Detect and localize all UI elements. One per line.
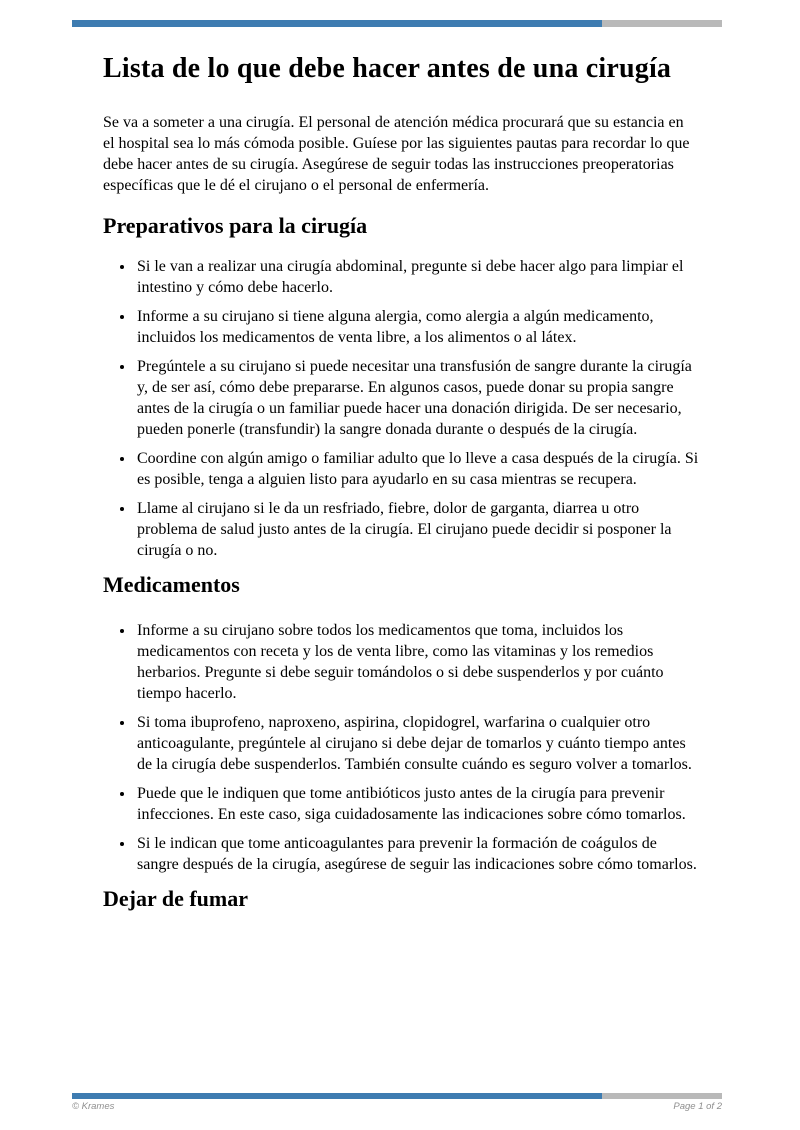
bottom-accent-bar-gray-segment [602, 1093, 722, 1099]
list-item: • Si le indican que tome anticoagulantes para prevenir la formación de coágulos de sangre después de la cirugía, asegúrese de seguir las indicaciones sobre cómo tomarlos. [135, 833, 699, 875]
section-heading-dejar-de-fumar: Dejar de fumar [103, 886, 248, 911]
section-heading-medicamentos: Medicamentos [103, 572, 240, 597]
list-item: • Informe a su cirujano si tiene alguna alergia, como alergia a algún medicamento, incluidos los medicamentos de venta libre, a los alimentos o al látex. [135, 306, 699, 348]
list-item: • Pregúntele a su cirujano si puede necesitar una transfusión de sangre durante la cirugía y, de ser así, cómo debe prepararse. En algunos casos, puede donar su propia sangre antes de la cirugía o un familiar puede hacer una donación dirigida. De ser necesario, pueden ponerle (transfundir) la sangre donada durante o después de la cirugía. [135, 356, 699, 440]
bottom-accent-bar-blue-segment [72, 1093, 602, 1099]
list-item: • Llame al cirujano si le da un resfriado, fiebre, dolor de garganta, diarrea u otro problema de salud justo antes de la cirugía. El cirujano puede decidir si posponer la cirugía o no. [135, 498, 699, 561]
top-accent-bar-gray-segment [602, 20, 722, 27]
list-item: • Puede que le indiquen que tome antibióticos justo antes de la cirugía para prevenir infecciones. En este caso, siga cuidadosamente las indicaciones sobre cómo tomarlos. [135, 783, 699, 825]
page-footer [72, 1101, 722, 1112]
bottom-accent-bar [72, 1093, 722, 1099]
top-accent-bar-blue-segment [72, 20, 602, 27]
preparativos-bullet-list [103, 256, 699, 561]
footer-page-number: Page 1 of 2 [673, 1101, 722, 1112]
top-accent-bar [72, 20, 722, 27]
list-item: • Si le van a realizar una cirugía abdominal, pregunte si debe hacer algo para limpiar el intestino y cómo debe hacerlo. [135, 256, 699, 298]
intro-paragraph: Se va a someter a una cirugía. El personal de atención médica procurará que su estancia en el hospital sea lo más cómoda posible. Guíese por las siguientes pautas para recordar lo que debe hacer antes de su cirugía. Asegúrese de seguir todas las instrucciones preoperatorias específicas que le dé el cirujano o el personal de enfermería. [103, 114, 690, 194]
footer-copyright: © Krames [72, 1101, 115, 1112]
document-body [103, 51, 699, 912]
medicamentos-bullet-list [103, 620, 699, 875]
section-heading-preparativos: Preparativos para la cirugía [103, 213, 368, 238]
list-item: • Coordine con algún amigo o familiar adulto que lo lleve a casa después de la cirugía. Si es posible, tenga a alguien listo para ayudarlo en su casa mientras se recupera. [135, 448, 699, 490]
page-title: Lista de lo que debe hacer antes de una cirugía [103, 53, 672, 84]
list-item: • Si toma ibuprofeno, naproxeno, aspirina, clopidogrel, warfarina o cualquier otro anticoagulante, pregúntele al cirujano si debe dejar de tomarlos y cuánto tiempo antes de la cirugía debe suspenderlos. También consulte cuándo es seguro volver a tomarlos. [135, 712, 699, 775]
list-item: • Informe a su cirujano sobre todos los medicamentos que toma, incluidos los medicamentos con receta y los de venta libre, como las vitaminas y los remedios herbarios. Pregunte si debe seguir tomándolos o si debe suspenderlos y por cuánto tiempo hacerlo. [135, 620, 699, 704]
